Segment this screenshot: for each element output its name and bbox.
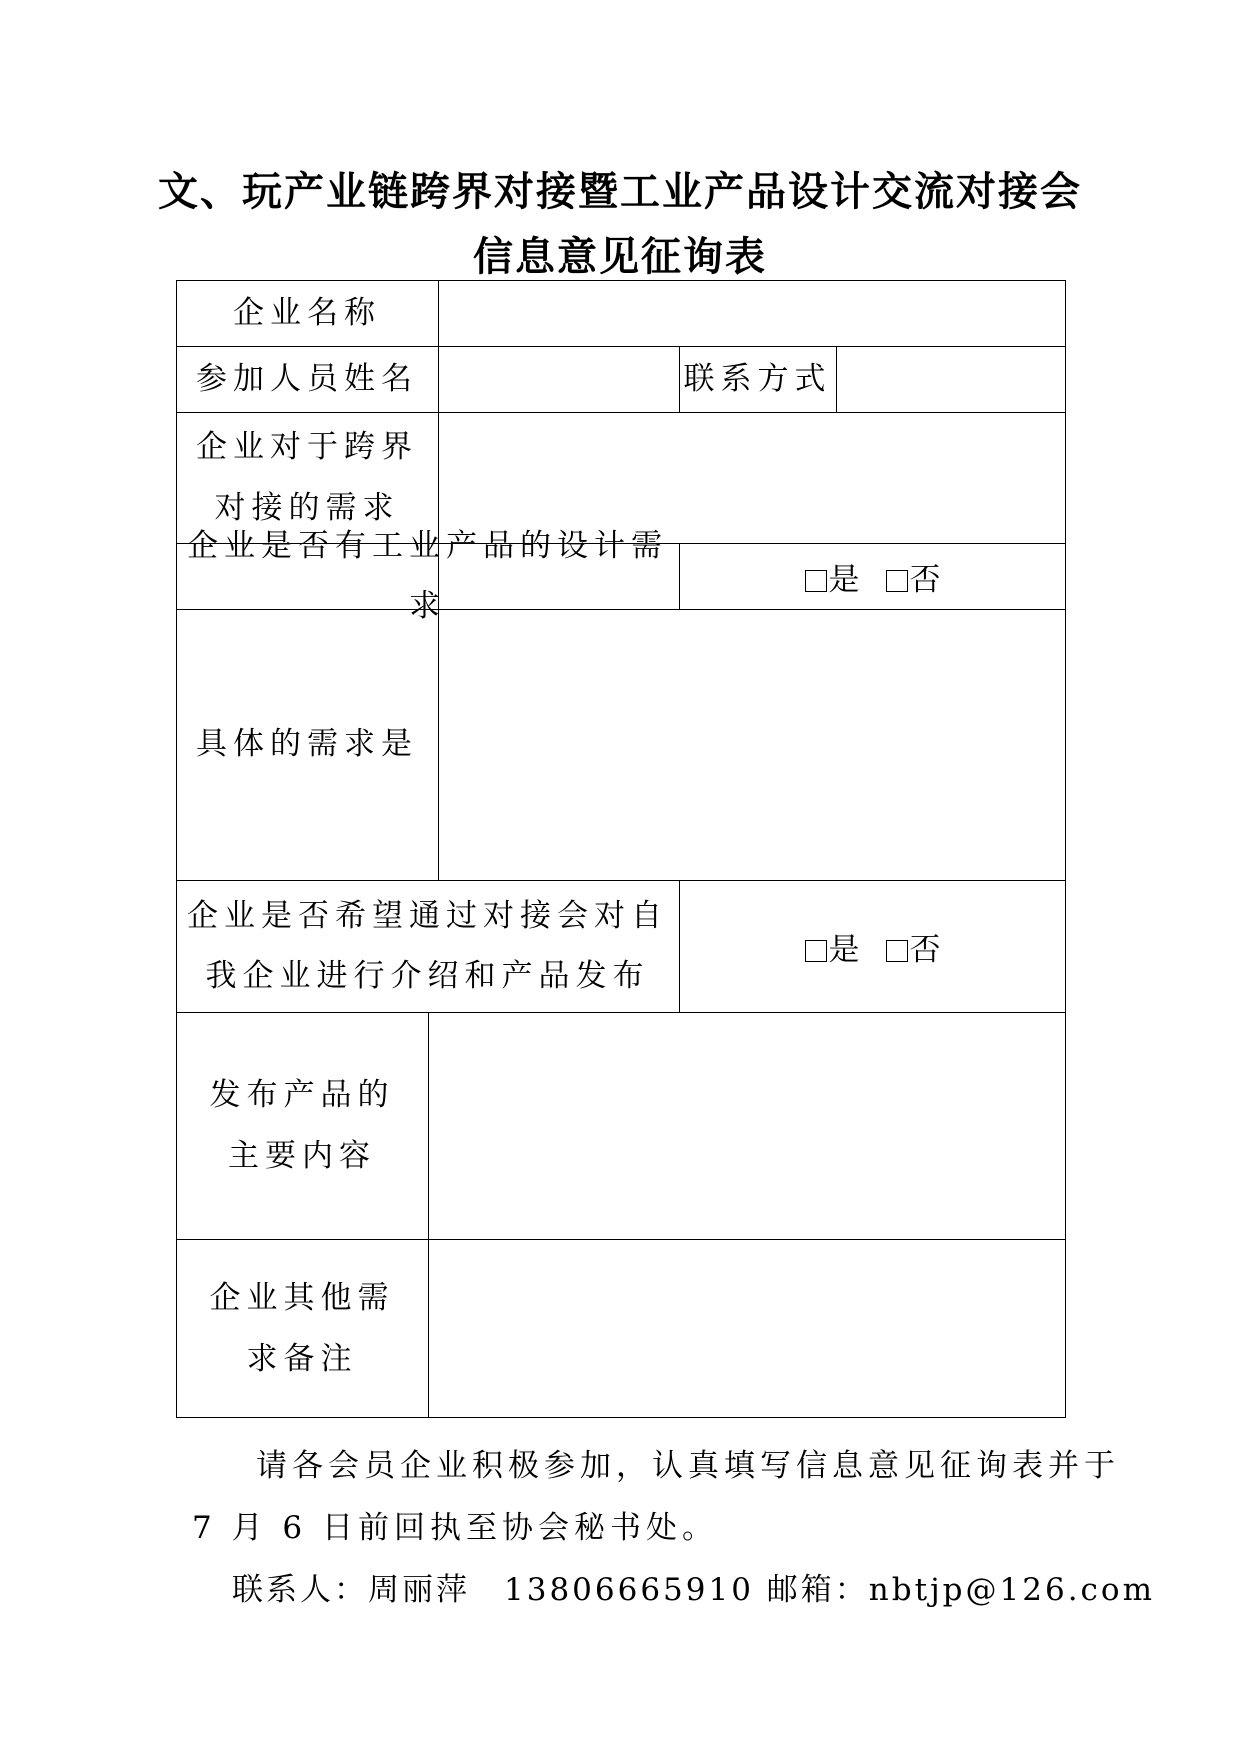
instruction-line1: 请各会员企业积极参加，认真填写信息意见征询表并于 [256,1448,1120,1484]
design-yes-option[interactable] [805,554,860,599]
product-content-label: 发布产品的主要内容 [209,1077,395,1174]
participant-name-field[interactable] [440,348,678,410]
other-needs-label: 企业其他需求备注 [209,1280,395,1377]
checkbox-icon[interactable] [886,570,908,592]
col-divider [836,346,837,412]
intro-publish-label: 企业是否希望通过对接会对自我企业进行介绍和产品发布 [187,897,668,994]
crossover-need-label: 企业对于跨界对接的需求 [196,429,418,526]
product-content-field[interactable] [430,1014,1064,1237]
instruction-line2: 7 月 6 日前回执至协会秘书处。 [192,1510,719,1546]
design-no-option[interactable] [886,554,941,599]
other-needs-field[interactable] [430,1241,1064,1416]
specific-need-label: 具体的需求是 [196,726,418,763]
intro-no-label: 否 [909,931,941,968]
checkbox-icon[interactable] [805,570,827,592]
intro-yes-label: 是 [828,931,860,968]
checkbox-icon[interactable] [886,940,908,962]
intro-no-option[interactable] [886,924,941,969]
design-no-label: 否 [909,561,941,598]
design-need-label: 企业是否有工业产品的设计需求 [187,527,668,624]
intro-publish-options [679,880,1066,1012]
contact-method-field[interactable] [838,348,1064,410]
design-need-options [679,543,1066,609]
design-yes-label: 是 [828,561,860,598]
form-title-line1: 文、玩产业链跨界对接暨工业产品设计交流对接会 [158,168,1082,215]
col-divider [438,609,439,880]
form-title-line2: 信息意见征询表 [473,233,767,280]
participant-name-label: 参加人员姓名 [196,360,418,397]
company-name-label: 企业名称 [233,294,381,331]
contact-method-label: 联系方式 [683,360,832,397]
col-divider [428,1012,429,1418]
contact-info: 联系人：周丽萍 13806665910 邮箱：nbtjp@126.com [232,1572,1155,1608]
intro-yes-option[interactable] [805,924,860,969]
company-name-field[interactable] [440,282,1064,344]
checkbox-icon[interactable] [805,940,827,962]
specific-need-field[interactable] [440,611,1064,878]
